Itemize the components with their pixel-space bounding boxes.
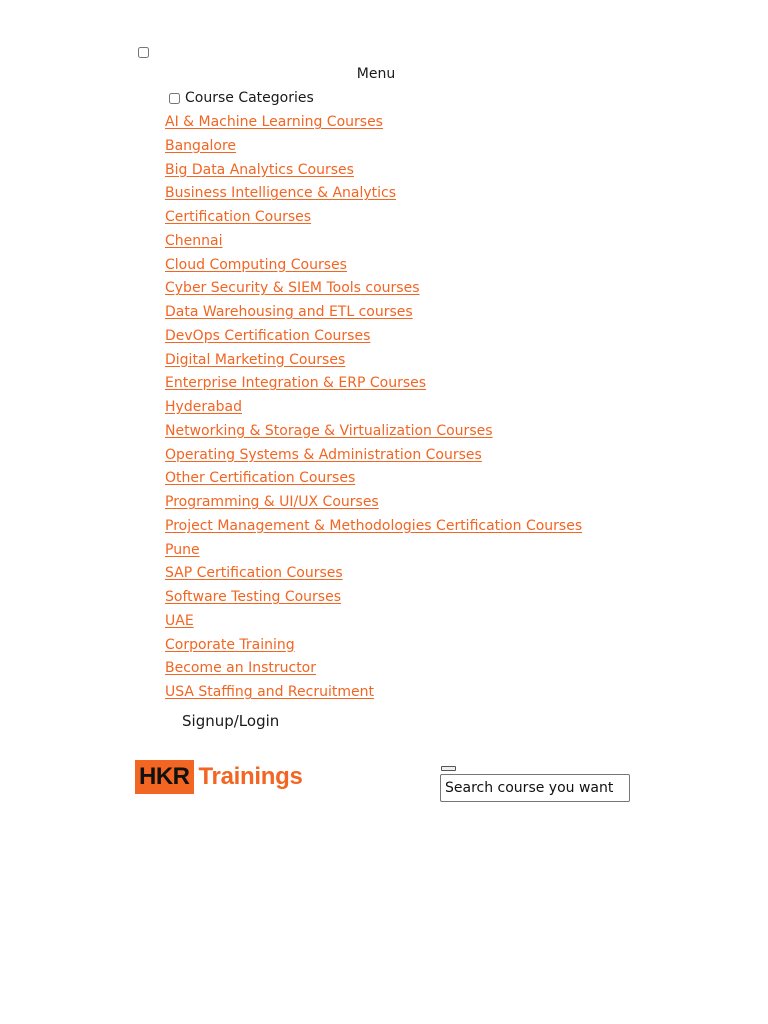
- category-link[interactable]: DevOps Certification Courses: [165, 327, 371, 344]
- category-link[interactable]: Networking & Storage & Virtualization Courses: [165, 422, 493, 439]
- category-link[interactable]: Project Management & Methodologies Certification Courses: [165, 517, 583, 534]
- category-list-item: [165, 161, 582, 185]
- category-list-item: [165, 422, 582, 446]
- category-link[interactable]: Data Warehousing and ETL courses: [165, 304, 413, 320]
- category-link[interactable]: Hyderabad: [165, 399, 242, 415]
- category-link[interactable]: Digital Marketing Courses: [165, 351, 346, 368]
- category-list-item: [165, 327, 582, 351]
- site-logo[interactable]: [135, 760, 303, 794]
- category-list-item: [165, 208, 582, 232]
- category-link[interactable]: Pune: [165, 541, 200, 558]
- category-link[interactable]: UAE: [165, 612, 194, 629]
- category-link[interactable]: Programming & UI/UX Courses: [165, 494, 379, 510]
- category-link[interactable]: Business Intelligence & Analytics: [165, 185, 397, 202]
- category-link[interactable]: Certification Courses: [165, 209, 312, 225]
- category-link[interactable]: Corporate Training: [165, 636, 295, 653]
- category-link[interactable]: Bangalore: [165, 137, 237, 154]
- category-list-item: [165, 398, 582, 422]
- search-input[interactable]: [440, 774, 630, 802]
- category-link[interactable]: Software Testing Courses: [165, 589, 342, 605]
- category-list-item: [165, 256, 582, 280]
- category-list-item: [165, 137, 582, 161]
- category-list-item: [165, 469, 582, 493]
- category-list-item: [165, 446, 582, 470]
- category-list-item: [165, 493, 582, 517]
- category-list-item: [165, 659, 582, 683]
- category-list-item: [165, 232, 582, 256]
- category-link[interactable]: Chennai: [165, 232, 223, 249]
- category-link[interactable]: Operating Systems & Administration Courses: [165, 446, 482, 463]
- course-categories-toggle[interactable]: [165, 89, 314, 107]
- category-list-item: [165, 374, 582, 398]
- category-list-item: [165, 517, 582, 541]
- category-list-item: [165, 303, 582, 327]
- category-list-item: [165, 351, 582, 375]
- menu-toggle-checkbox[interactable]: [138, 47, 149, 58]
- category-link[interactable]: Cyber Security & SIEM Tools courses: [165, 280, 420, 297]
- category-link[interactable]: Enterprise Integration & ERP Courses: [165, 375, 427, 392]
- category-link[interactable]: Big Data Analytics Courses: [165, 161, 354, 178]
- category-list-item: [165, 279, 582, 303]
- category-list-item: [165, 636, 582, 660]
- logo-mark: HKR: [135, 760, 194, 794]
- category-list-item: [165, 113, 582, 137]
- category-link[interactable]: USA Staffing and Recruitment: [165, 684, 374, 700]
- search-button[interactable]: [441, 766, 456, 771]
- logo-wordmark: Trainings: [198, 763, 303, 790]
- category-link[interactable]: Cloud Computing Courses: [165, 256, 347, 273]
- category-list-item: [165, 184, 582, 208]
- category-link[interactable]: AI & Machine Learning Courses: [165, 114, 383, 130]
- category-link[interactable]: Other Certification Courses: [165, 470, 356, 487]
- category-list-item: [165, 588, 582, 612]
- category-link-list: [165, 113, 582, 707]
- menu-label[interactable]: Menu: [356, 66, 396, 82]
- signup-login-link[interactable]: Signup/Login: [182, 712, 280, 730]
- course-categories-checkbox[interactable]: [169, 93, 180, 104]
- category-list-item: [165, 612, 582, 636]
- category-list-item: [165, 564, 582, 588]
- category-list-item: [165, 541, 582, 565]
- category-link[interactable]: Become an Instructor: [165, 660, 317, 677]
- category-list-item: [165, 683, 582, 707]
- category-link[interactable]: SAP Certification Courses: [165, 565, 343, 582]
- course-categories-label: Course Categories: [185, 90, 314, 106]
